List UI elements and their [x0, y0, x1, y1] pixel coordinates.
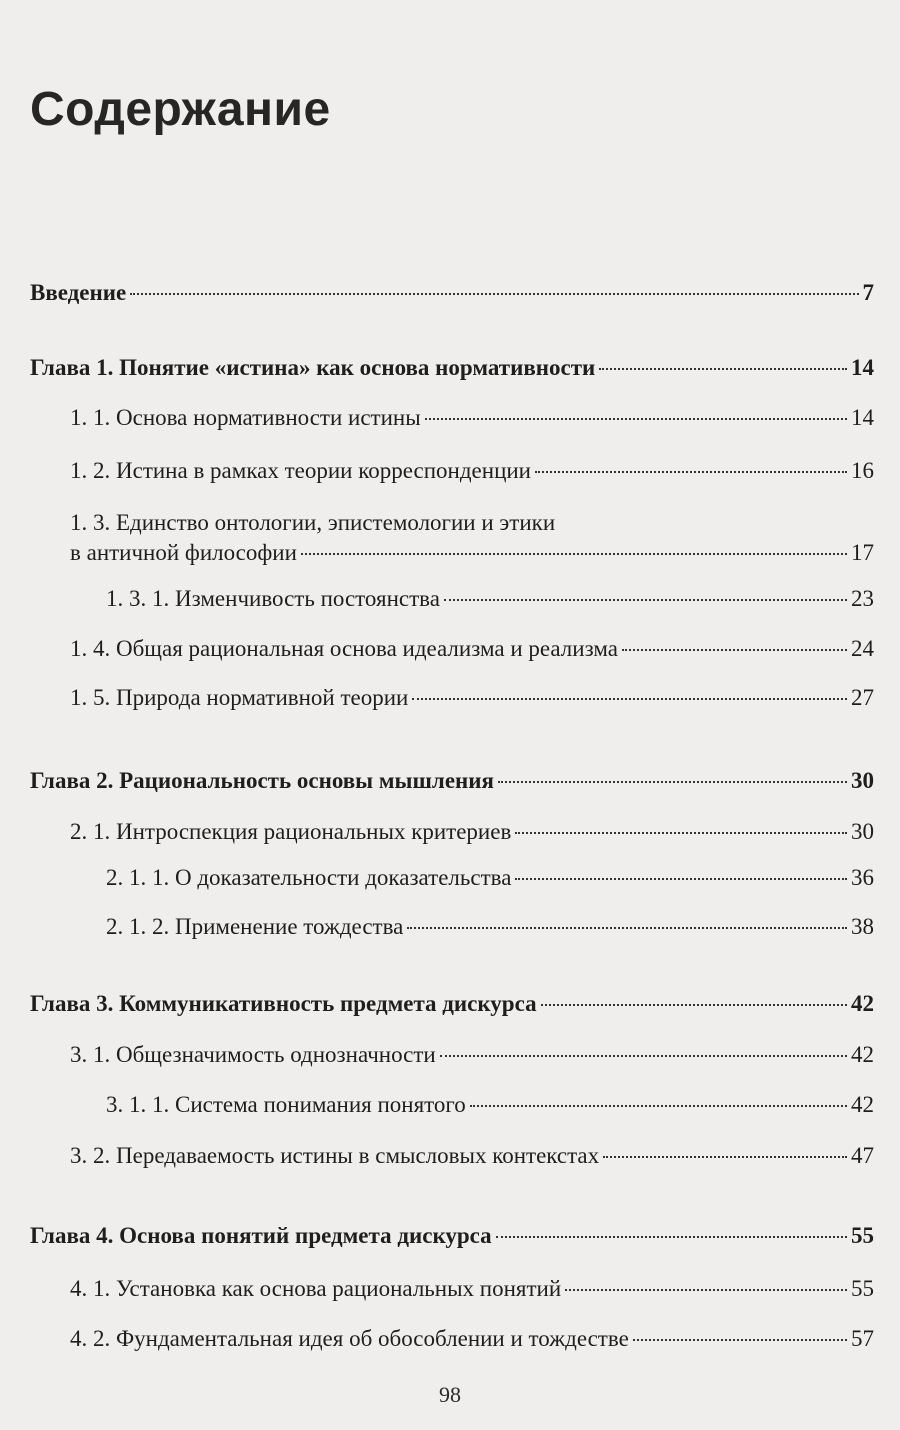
toc-entry-label: 3. 1. Общезначимость однозначности	[70, 1042, 436, 1067]
toc-entry-label: 1. 5. Природа нормативной теории	[70, 685, 409, 710]
dot-leader	[496, 1236, 847, 1238]
toc-entry-label: Введение	[30, 280, 127, 305]
dot-leader	[498, 781, 847, 783]
toc-entry-label: Глава 3. Коммуникативность предмета дискурса	[30, 991, 537, 1016]
toc-entry-page: 47	[851, 1143, 874, 1168]
toc-entry-4-1[interactable]	[70, 1274, 874, 1304]
toc-entry-page: 42	[851, 991, 874, 1016]
toc-entry-page: 30	[851, 819, 874, 844]
page-title: Содержание	[30, 83, 331, 136]
toc-entry-introduction[interactable]	[30, 278, 874, 308]
toc-entry-3-2[interactable]	[70, 1141, 874, 1171]
toc-entry-page: 38	[851, 914, 874, 939]
toc-entry-1-1[interactable]	[70, 403, 874, 433]
toc-entry-4-2[interactable]	[70, 1324, 874, 1354]
toc-entry-chapter-1[interactable]	[30, 353, 874, 383]
toc-entry-label: 2. 1. 1. О доказательности доказательства	[106, 865, 512, 890]
toc-entry-page: 55	[851, 1276, 874, 1301]
toc-entry-page: 23	[851, 586, 874, 611]
toc-entry-label: 1. 2. Истина в рамках теории корреспонденции	[70, 458, 531, 483]
toc-entry-2-1-1[interactable]	[106, 863, 874, 893]
toc-entry-label: Глава 4. Основа понятий предмета дискурса	[30, 1223, 492, 1248]
dot-leader	[440, 1055, 847, 1057]
toc-entry-label: Глава 2. Рациональность основы мышления	[30, 768, 494, 793]
toc-entry-1-3-1[interactable]	[106, 584, 874, 614]
dot-leader	[444, 599, 847, 601]
toc-entry-1-3[interactable]	[70, 508, 874, 568]
toc-entry-chapter-3[interactable]	[30, 989, 874, 1019]
toc-entry-page: 42	[851, 1042, 874, 1067]
toc-entry-label: Глава 1. Понятие «истина» как основа нормативности	[30, 355, 596, 380]
toc-entry-page: 7	[862, 280, 874, 305]
toc-entry-label: 4. 2. Фундаментальная идея об обособлении и тождестве	[70, 1326, 629, 1351]
toc-entry-label: 1. 3. 1. Изменчивость постоянства	[106, 586, 440, 611]
dot-leader	[599, 368, 847, 370]
dot-leader	[301, 553, 847, 555]
toc-entry-1-2[interactable]	[70, 456, 874, 486]
toc-entry-page: 14	[851, 355, 874, 380]
toc-entry-label: 2. 1. Интроспекция рациональных критериев	[70, 819, 512, 844]
dot-leader	[407, 927, 847, 929]
toc-entry-page: 17	[851, 540, 874, 565]
toc-entry-page: 27	[851, 685, 874, 710]
toc-entry-page: 42	[851, 1092, 874, 1117]
dot-leader	[470, 1105, 847, 1107]
dot-leader	[412, 698, 847, 700]
toc-entry-page: 16	[851, 458, 874, 483]
toc-entry-1-4[interactable]	[70, 634, 874, 664]
toc-entry-chapter-4[interactable]	[30, 1221, 874, 1251]
toc-entry-page: 24	[851, 636, 874, 661]
toc-entry-label: 3. 1. 1. Система понимания понятого	[106, 1092, 466, 1117]
toc-entry-label-continued: в античной философии	[70, 540, 297, 565]
toc-entry-label: 3. 2. Передаваемость истины в смысловых контекстах	[70, 1143, 600, 1168]
toc-entry-page: 14	[851, 405, 874, 430]
toc-entry-label: 1. 1. Основа нормативности истины	[70, 405, 421, 430]
toc-entry-label: 2. 1. 2. Применение тождества	[106, 914, 404, 939]
dot-leader	[622, 649, 847, 651]
dot-leader	[565, 1289, 847, 1291]
toc-entry-page: 55	[851, 1223, 874, 1248]
dot-leader	[603, 1156, 847, 1158]
dot-leader	[515, 878, 847, 880]
toc-entry-1-5[interactable]	[70, 683, 874, 713]
dot-leader	[633, 1339, 847, 1341]
toc-entry-3-1[interactable]	[70, 1040, 874, 1070]
toc-entry-page: 36	[851, 865, 874, 890]
page-number: 98	[439, 1382, 461, 1407]
toc-entry-2-1-2[interactable]	[106, 912, 874, 942]
toc-entry-chapter-2[interactable]	[30, 766, 874, 796]
toc-entry-label: 1. 4. Общая рациональная основа идеализма и реализма	[70, 636, 618, 661]
toc-entry-3-1-1[interactable]	[106, 1090, 874, 1120]
toc-entry-page: 30	[851, 768, 874, 793]
toc-entry-label: 4. 1. Установка как основа рациональных понятий	[70, 1276, 562, 1301]
dot-leader	[541, 1004, 847, 1006]
dot-leader	[515, 832, 847, 834]
toc-entry-2-1[interactable]	[70, 817, 874, 847]
dot-leader	[130, 293, 858, 295]
dot-leader	[535, 471, 847, 473]
dot-leader	[425, 418, 847, 420]
toc-entry-page: 57	[851, 1326, 874, 1351]
toc-entry-label: 1. 3. Единство онтологии, эпистемологии и этики	[70, 510, 556, 535]
